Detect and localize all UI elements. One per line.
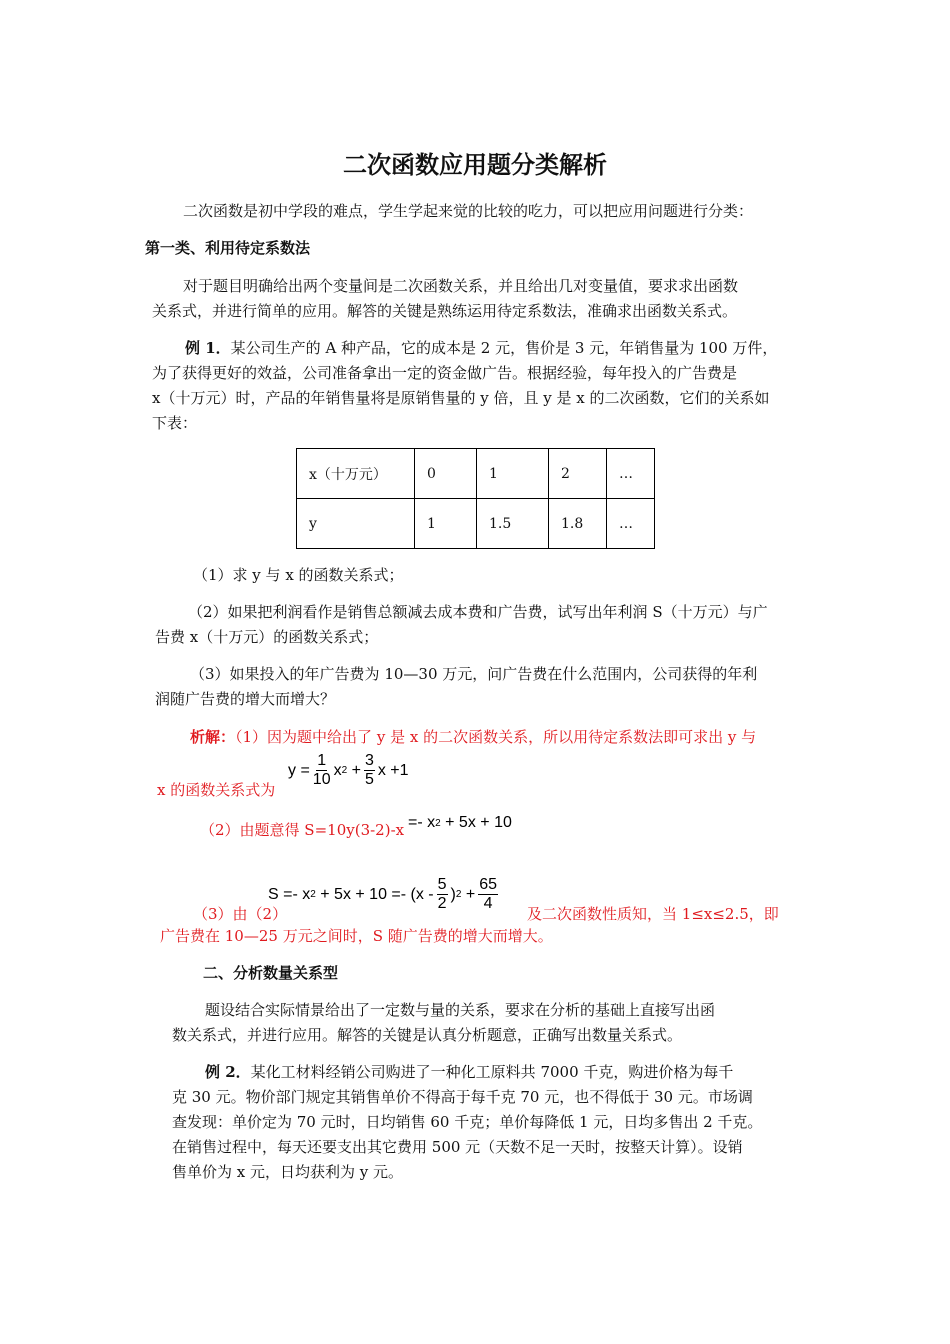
- denominator: 5: [364, 771, 374, 788]
- example2-line: [205, 1062, 733, 1082]
- table-cell: …: [607, 449, 655, 499]
- example2-line: 克 30 元。物价部门规定其销售单价不得高于每千克 70 元，也不得低于 30 元。市场调: [172, 1088, 753, 1106]
- example2-line: 查发现：单价定为 70 元时，日均销售 60 千克；单价每降低 1 元，日均多售出 2 千克。: [172, 1113, 763, 1131]
- analysis-line: 广告费在 10—25 万元之间时，S 随广告费的增大而增大。: [160, 927, 553, 945]
- question-1: （1）求 y 与 x 的函数关系式；: [193, 566, 404, 584]
- exponent: 2: [455, 889, 462, 900]
- denominator: 10: [312, 771, 331, 788]
- exponent: 2: [310, 889, 316, 900]
- table-cell: 1: [477, 449, 549, 499]
- formula-text: =- x: [408, 814, 436, 831]
- table-cell: 1.8: [549, 499, 607, 549]
- example1-line: 为了获得更好的效益，公司准备拿出一定的资金做广告。根据经验，每年投入的广告费是: [152, 364, 738, 382]
- formula-text: +: [351, 761, 361, 779]
- example2-text: 某化工材料经销公司购进了一种化工原料共 7000 千克，购进价格为每千: [250, 1063, 734, 1081]
- data-table: [296, 448, 655, 549]
- document-title: 二次函数应用题分类解析: [343, 151, 607, 179]
- section2-para-line: 数关系式，并进行应用。解答的关键是认真分析题意，正确写出数量关系式。: [172, 1026, 683, 1044]
- analysis-label: 析解：: [190, 728, 236, 746]
- question-3-line: 润随广告费的增大而增大？: [155, 690, 336, 708]
- analysis-line: 及二次函数性质知，当 1≤x≤2.5，即: [527, 905, 779, 923]
- table-row: [297, 499, 655, 549]
- formula-text: S =- x: [268, 885, 311, 903]
- example1-line: [185, 338, 777, 358]
- section2-heading: 二、分析数量关系型: [203, 964, 339, 982]
- example2-label: 例 2．: [205, 1063, 251, 1081]
- table-cell: 2: [549, 449, 607, 499]
- table-cell: 1.5: [477, 499, 549, 549]
- example2-line: 在销售过程中，每天还要支出其它费用 500 元（天数不足一天时，按整天计算）。设销: [172, 1138, 743, 1156]
- example1-line: x（十万元）时，产品的年销售量将是原销售量的 y 倍，且 y 是 x 的二次函数，它们的关系如: [152, 389, 770, 407]
- numerator: 5: [437, 876, 447, 893]
- table-cell: 0: [415, 449, 477, 499]
- section2-para-line: 题设结合实际情景给出了一定数与量的关系，要求在分析的基础上直接写出函: [205, 1001, 716, 1019]
- example1-text: 某公司生产的 A 种产品，它的成本是 2 元，售价是 3 元，年销售量为 100 万件，: [230, 339, 778, 357]
- formula-text: x +1: [377, 761, 409, 779]
- exponent: 2: [435, 817, 441, 829]
- question-3-line: （3）如果投入的年广告费为 10—30 万元，问广告费在什么范围内，公司获得的年利: [190, 665, 758, 683]
- formula-text: +: [465, 885, 476, 903]
- fraction: [437, 876, 448, 913]
- formula-text: + 5x + 10 =- (x -: [320, 885, 434, 903]
- table-cell: y: [297, 499, 415, 549]
- formula-text: y =: [288, 761, 310, 779]
- exponent: 2: [341, 765, 348, 776]
- analysis-line: [190, 727, 756, 747]
- fraction: [364, 752, 375, 789]
- fraction: [478, 876, 498, 913]
- table-cell: …: [607, 499, 655, 549]
- table-row: [297, 449, 655, 499]
- formula-text: ): [450, 885, 456, 903]
- question-2-line: （2）如果把利润看作是销售总额减去成本费和广告费，试写出年利润 S（十万元）与广: [188, 603, 768, 621]
- analysis-line: x 的函数关系式为: [157, 781, 276, 799]
- formula-1: [288, 752, 409, 789]
- numerator: 1: [317, 752, 327, 769]
- example1-line: 下表：: [152, 414, 198, 432]
- example1-label: 例 1．: [185, 339, 231, 357]
- formula-text: x: [333, 761, 342, 779]
- denominator: 2: [437, 895, 447, 912]
- analysis-text: （1）因为题中给出了 y 是 x 的二次函数关系，所以用待定系数法即可求出 y 与: [235, 728, 757, 746]
- section1-para-line: 对于题目明确给出两个变量间是二次函数关系，并且给出几对变量值，要求求出函数: [183, 277, 739, 295]
- numerator: 65: [479, 876, 498, 893]
- formula-text: + 5x + 10: [445, 814, 512, 831]
- example2-line: 售单价为 x 元，日均获利为 y 元。: [172, 1163, 404, 1181]
- denominator: 4: [483, 895, 493, 912]
- question-2-line: 告费 x（十万元）的函数关系式；: [155, 628, 379, 646]
- section1-para-line: 关系式，并进行简单的应用。解答的关键是熟练运用待定系数法，准确求出函数关系式。: [152, 302, 738, 320]
- numerator: 3: [364, 752, 374, 769]
- table-cell: x（十万元）: [297, 449, 415, 499]
- section1-heading: 第一类、利用待定系数法: [145, 239, 311, 257]
- table-cell: 1: [415, 499, 477, 549]
- intro-text: 二次函数是初中学段的难点，学生学起来觉的比较的吃力，可以把应用问题进行分类：: [183, 202, 754, 220]
- fraction: [313, 752, 331, 789]
- analysis-line: （2）由题意得 S=10y(3-2)-x: [200, 821, 405, 839]
- formula-2: [408, 814, 512, 832]
- analysis-line: （3）由（2）: [193, 905, 288, 923]
- formula-3: [268, 876, 501, 913]
